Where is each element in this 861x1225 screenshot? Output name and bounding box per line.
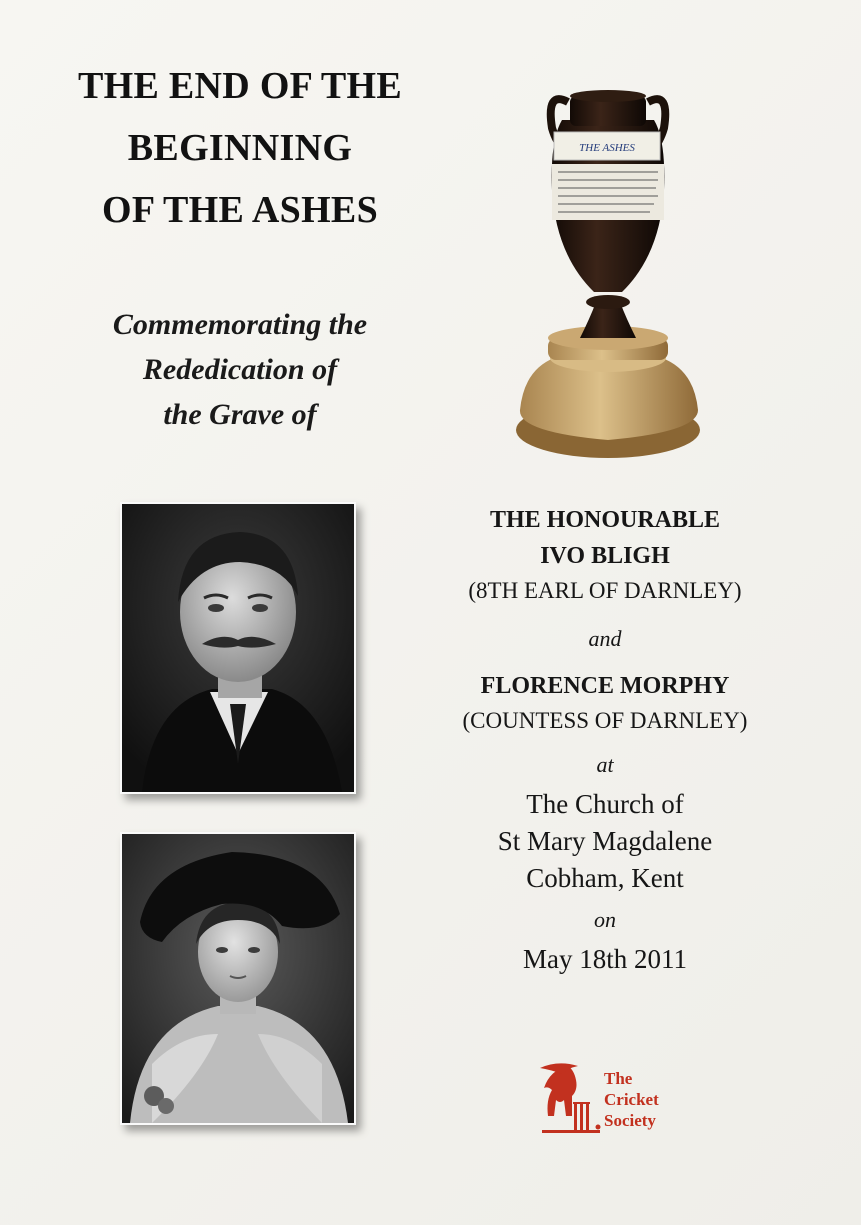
logo-line-1: The [604,1069,633,1088]
subtitle-line-2: Rededication of [142,353,338,386]
ivo-title: (8TH EARL OF DARNLEY) [468,578,742,603]
honourable-line: THE HONOURABLE [489,507,721,533]
cover-subtitle [40,302,440,437]
portrait-ivo-bligh [120,502,356,794]
ivo-bligh-name: IVO BLIGH [540,543,670,569]
title-line-3: OF THE ASHES [101,189,379,231]
and-text: and [588,626,622,651]
logo-line-3: Society [604,1111,656,1130]
florence-morphy-name: FLORENCE MORPHY [480,673,730,699]
event-date: May 18th 2011 [523,944,687,974]
title-line-2: BEGINNING [127,127,353,169]
church-line: The Church of [526,789,684,819]
florence-title: (COUNTESS OF DARNLEY) [462,708,748,733]
portrait-florence-morphy [120,832,356,1125]
ashes-urn-image [510,80,710,465]
cover-title [40,55,440,241]
church-name: St Mary Magdalene [497,826,713,856]
church-location: Cobham, Kent [526,863,684,893]
title-line-1: THE END OF THE [77,65,403,107]
logo-line-2: Cricket [604,1090,659,1109]
dedication-text [440,500,770,978]
urn-label-text: THE ASHES [579,142,635,154]
subtitle-line-1: Commemorating the [112,308,368,341]
on-text: on [594,907,616,932]
cricket-society-wordmark [604,1068,659,1131]
at-text: at [596,752,614,777]
subtitle-line-3: the Grave of [163,398,317,431]
